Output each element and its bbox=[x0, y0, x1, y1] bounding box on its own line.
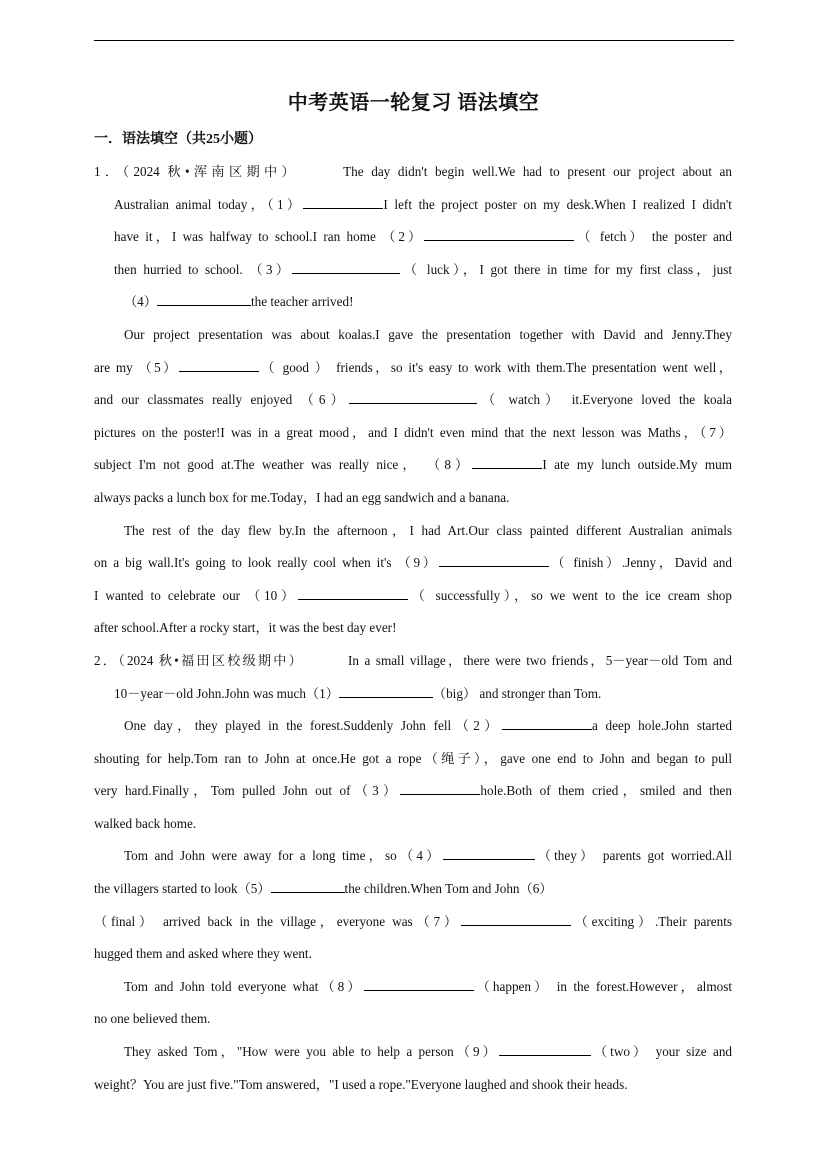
text-line bbox=[94, 1036, 732, 1069]
answer-blank[interactable] bbox=[298, 585, 408, 600]
answer-blank[interactable] bbox=[292, 259, 400, 274]
question-number: 2． bbox=[94, 652, 119, 668]
text-line bbox=[94, 873, 732, 906]
text-segment: （they） parents got worried.All bbox=[534, 848, 732, 864]
text-segment: （exciting）.Their parents bbox=[570, 913, 732, 929]
text-line bbox=[94, 710, 732, 743]
text-segment: shouting for help.Tom ran to John at once.He got a rope（绳子），gave one end to John and began to pull bbox=[94, 750, 732, 766]
text-line bbox=[94, 580, 732, 613]
text-segment: walked back home. bbox=[94, 815, 197, 831]
text-line bbox=[94, 352, 732, 385]
answer-blank[interactable] bbox=[439, 552, 549, 567]
text-line bbox=[94, 775, 732, 808]
text-segment: （ good ） friends，so it's easy to work with them.The presentation went well， bbox=[258, 359, 732, 375]
text-line bbox=[94, 449, 732, 482]
text-segment: （final） arrived back in the village，everyone was（7） bbox=[94, 913, 461, 929]
text-line bbox=[94, 971, 732, 1004]
text-line bbox=[94, 1003, 732, 1036]
answer-blank[interactable] bbox=[303, 194, 383, 209]
text-line bbox=[94, 1069, 732, 1102]
text-segment: （ watch） it.Everyone loved the koala bbox=[476, 392, 732, 408]
text-segment: always packs a lunch box for me.Today，I had an egg sandwich and a banana. bbox=[94, 489, 510, 505]
text-segment: The day didn't begin well.We had to present our project about an bbox=[343, 164, 732, 179]
text-line bbox=[94, 938, 732, 971]
text-segment: then hurried to school. （3） bbox=[114, 261, 293, 277]
text-line bbox=[94, 645, 732, 678]
text-segment: are my （5） bbox=[94, 359, 179, 375]
text-segment: The rest of the day flew by.In the afternoon，I had Art.Our class painted different Australian animals bbox=[124, 522, 732, 538]
answer-blank[interactable] bbox=[339, 683, 433, 698]
text-segment: after school.After a rocky start，it was the best day ever! bbox=[94, 620, 397, 636]
text-line bbox=[94, 254, 732, 287]
text-segment: I left the project poster on my desk.When I realized I didn't bbox=[383, 196, 732, 212]
answer-blank[interactable] bbox=[157, 291, 251, 306]
text-segment: a deep hole.John started bbox=[591, 718, 732, 734]
text-line bbox=[94, 482, 732, 515]
text-line bbox=[94, 515, 732, 548]
text-line bbox=[94, 840, 732, 873]
text-segment: hugged them and asked where they went. bbox=[94, 946, 312, 962]
text-segment: One day，they played in the forest.Suddenly John fell（2） bbox=[124, 718, 502, 734]
header-rule bbox=[94, 40, 734, 41]
text-segment: have it，I was halfway to school.I ran home （2） bbox=[114, 229, 425, 245]
answer-blank[interactable] bbox=[443, 845, 535, 860]
text-line bbox=[94, 743, 732, 776]
text-segment: I ate my lunch outside.My mum bbox=[542, 457, 733, 473]
text-segment: the children.When Tom and John（6） bbox=[344, 881, 553, 897]
text-line bbox=[94, 417, 732, 450]
text-segment: In a small village，there were two friends，5－year－old Tom and bbox=[348, 652, 732, 668]
document-body bbox=[94, 156, 732, 1101]
answer-blank[interactable] bbox=[499, 1041, 591, 1056]
text-segment: （4） bbox=[124, 294, 157, 310]
text-segment: subject I'm not good at.The weather was really nice， （8） bbox=[94, 457, 473, 473]
text-line bbox=[94, 678, 732, 711]
text-segment: I wanted to celebrate our （10） bbox=[94, 587, 298, 603]
text-segment: pictures on the poster!I was in a great mood，and I didn't even mind that the next lesson was Maths，（7） bbox=[94, 424, 732, 440]
text-segment: and our classmates really enjoyed （6） bbox=[94, 392, 349, 408]
text-segment: weight？You are just five."Tom answered，"I used a rope."Everyone laughed and shook their heads. bbox=[94, 1076, 628, 1092]
text-line bbox=[94, 221, 732, 254]
answer-blank[interactable] bbox=[364, 976, 474, 991]
answer-blank[interactable] bbox=[179, 357, 259, 372]
text-segment: no one believed them. bbox=[94, 1011, 211, 1027]
text-line bbox=[94, 286, 732, 319]
text-segment: （ successfully），so we went to the ice cream shop bbox=[407, 587, 732, 603]
answer-blank[interactable] bbox=[349, 389, 477, 404]
text-segment: Tom and John told everyone what（8） bbox=[124, 978, 364, 994]
text-segment: very hard.Finally，Tom pulled John out of（3） bbox=[94, 783, 401, 799]
answer-blank[interactable] bbox=[424, 226, 574, 241]
text-segment: （big） and stronger than Tom. bbox=[432, 685, 602, 701]
text-segment: the villagers started to look（5） bbox=[94, 881, 271, 897]
text-segment: Tom and John were away for a long time，so（4） bbox=[124, 848, 443, 864]
text-segment: Our project presentation was about koalas.I gave the presentation together with David and Jenny.They bbox=[124, 326, 732, 342]
answer-blank[interactable] bbox=[472, 454, 542, 469]
text-line bbox=[94, 156, 732, 189]
text-segment: They asked Tom，"How were you able to help a person（9） bbox=[124, 1044, 499, 1060]
text-line bbox=[94, 384, 732, 417]
answer-blank[interactable] bbox=[271, 878, 345, 893]
text-line bbox=[94, 808, 732, 841]
text-segment: hole.Both of them cried，smiled and then bbox=[480, 783, 732, 799]
text-line bbox=[94, 189, 732, 222]
text-segment: （ fetch） the poster and bbox=[574, 229, 732, 245]
text-segment: on a big wall.It's going to look really cool when it's （9） bbox=[94, 555, 439, 571]
text-line bbox=[94, 319, 732, 352]
text-segment: （happen） in the forest.However，almost bbox=[473, 978, 732, 994]
text-line bbox=[94, 612, 732, 645]
answer-blank[interactable] bbox=[400, 780, 480, 795]
section-heading: 一．语法填空（共25小题） bbox=[94, 132, 262, 147]
question-number: 1． bbox=[94, 164, 123, 179]
answer-blank[interactable] bbox=[461, 911, 571, 926]
question-source: （2024 秋•浑南区期中） bbox=[122, 164, 300, 179]
page-title: 中考英语一轮复习 语法填空 bbox=[287, 92, 540, 114]
question-source: （2024 秋•福田区校级期中） bbox=[118, 652, 304, 668]
text-segment: （two） your size and bbox=[590, 1044, 733, 1060]
text-segment: Australian animal today，（1） bbox=[114, 196, 304, 212]
text-segment: 10－year－old John.John was much（1） bbox=[114, 685, 339, 701]
text-line bbox=[94, 906, 732, 939]
text-segment: the teacher arrived! bbox=[250, 294, 354, 310]
text-line bbox=[94, 547, 732, 580]
answer-blank[interactable] bbox=[502, 715, 592, 730]
text-segment: （ finish）.Jenny，David and bbox=[548, 555, 732, 571]
text-segment: （ luck），I got there in time for my first class，just bbox=[400, 261, 732, 277]
